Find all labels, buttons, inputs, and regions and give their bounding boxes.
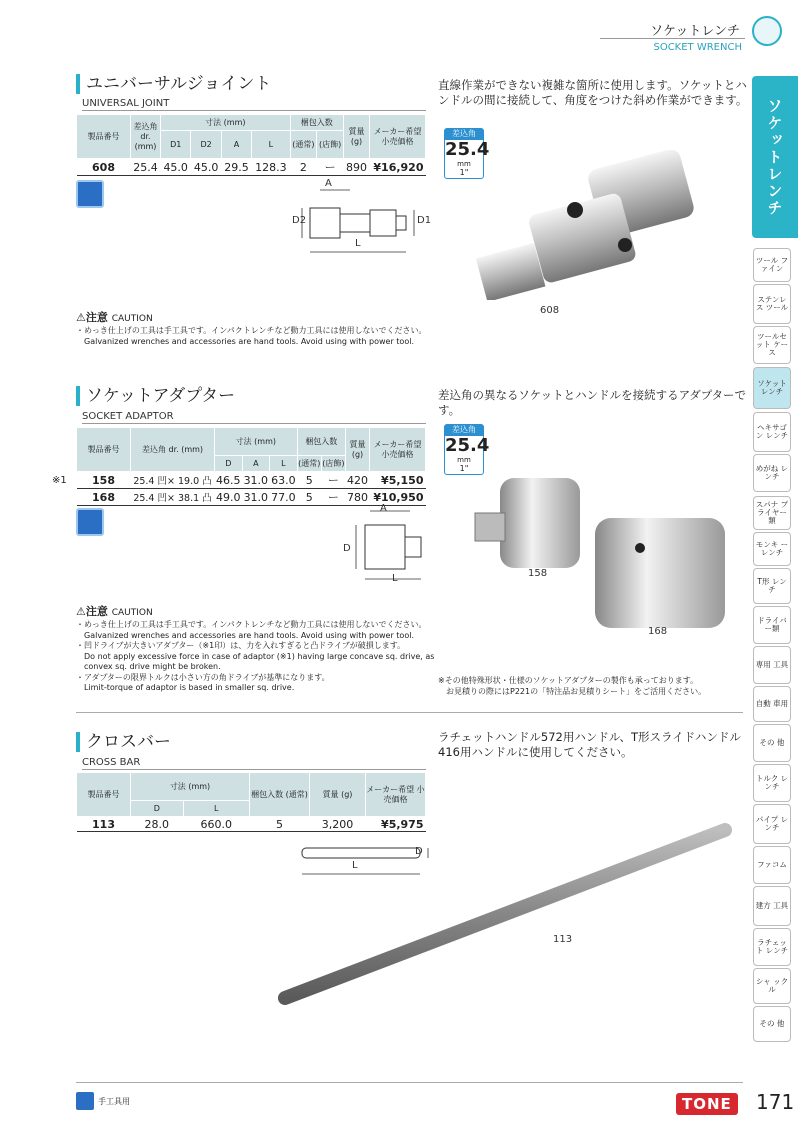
dim-l-label: L (352, 860, 358, 871)
badge-inch: 1" (459, 168, 469, 177)
cell-l: 77.0 (271, 490, 296, 504)
crossbar-photo-label: 113 (553, 934, 573, 945)
adaptor-spec-table (76, 427, 426, 506)
side-tab-item[interactable]: トルク レンチ (753, 764, 791, 802)
cell-code: 113 (77, 817, 131, 832)
table-row (77, 159, 426, 176)
th-a: A (221, 131, 251, 159)
cell-code: 168 (77, 489, 131, 506)
section-divider (76, 712, 743, 713)
caution-line-7: Limit-torque of adaptor is based in smaller sq. drive. (84, 683, 295, 692)
adaptor-note (438, 675, 706, 697)
cell-shop: ー (321, 472, 345, 489)
th-d: D (215, 456, 243, 472)
adaptor-dimension-drawing (340, 505, 440, 585)
side-tab-item[interactable]: 専用 工具 (753, 646, 791, 684)
adaptor-photo (465, 468, 745, 638)
side-tab-item[interactable]: その 他 (753, 724, 791, 762)
socket-logo-icon (752, 16, 782, 46)
cell-l: 128.3 (252, 159, 290, 176)
cell-l: 63.0 (271, 473, 296, 487)
crossbar-description: ラチェットハンドル572用ハンドル、T形スライドハンドル416用ハンドルに使用してください。 (438, 730, 741, 759)
side-tab-item[interactable]: ヘキサゴン レンチ (753, 412, 791, 452)
badge-inch: 1" (459, 464, 469, 473)
th-d: D (131, 801, 184, 817)
side-tab-item[interactable]: めがね レンチ (753, 454, 791, 492)
badge-unit: mm (457, 160, 471, 168)
side-tab-item[interactable]: ファコム (753, 846, 791, 884)
dim-d-label: D (343, 543, 351, 554)
adaptor-title: ソケットアダプター (76, 386, 235, 406)
cell-d: 28.0 (131, 817, 184, 832)
th-d1: D1 (161, 131, 191, 159)
dim-d2-label: D2 (292, 215, 307, 226)
footer-rule (76, 1082, 743, 1083)
caution-line-6: ・アダプターの限界トルクは小さい方の角ドライブが基準になります。 (76, 672, 330, 682)
th-price: メーカー希望 小売価格 (370, 115, 426, 159)
cell-code: 608 (77, 159, 131, 176)
th-l: L (270, 456, 298, 472)
badge-label: 差込角 (444, 128, 484, 139)
cell-d: 46.5 (216, 473, 241, 487)
universal-spec-table (76, 114, 426, 176)
footer-hand-icon (76, 1092, 94, 1110)
cell-pack: 5 (250, 817, 310, 832)
warning-icon: ⚠ (76, 311, 86, 324)
side-tab-item[interactable]: ステンレス ツール (753, 284, 791, 324)
cell-d1: 45.0 (161, 159, 191, 176)
cell-mass: 780 (347, 490, 368, 504)
cell-a: 31.0 (243, 490, 269, 504)
th-dim: 寸法 (mm) (161, 115, 291, 131)
side-tab-item[interactable]: ラチェット レンチ (753, 928, 791, 966)
side-tab-item[interactable]: ドライバー類 (753, 606, 791, 644)
side-tab-item[interactable]: パイプ レンチ (753, 804, 791, 844)
side-tab-item[interactable]: スパナ プライヤー類 (753, 496, 791, 530)
dim-l-label: L (392, 573, 398, 584)
crossbar-title: クロスバー (76, 732, 171, 752)
cell-d2: 45.0 (191, 159, 221, 176)
dim-d-label: D (415, 846, 423, 857)
th-mass: 質量 (g) (310, 773, 366, 817)
th-code: 製品番号 (77, 428, 131, 472)
caution-line-3: ・凹ドライブが大きいアダプター（※1印）は、力を入れすぎると凸ドライブが破損します。 (76, 641, 406, 650)
side-tab-item[interactable]: 建方 工具 (753, 886, 791, 926)
adaptor-photo-label-168: 168 (648, 626, 668, 637)
adaptor-mark: ※1 (52, 475, 67, 486)
crossbar-photo (270, 820, 740, 1020)
adaptor-description: 差込角の異なるソケットとハンドルを接続するアダプターです。 (438, 388, 746, 417)
dim-a-label: A (380, 503, 387, 514)
crossbar-subtitle: CROSS BAR (82, 756, 426, 770)
dim-d1-label: D1 (417, 215, 432, 226)
cell-l: 660.0 (183, 817, 249, 832)
hand-tool-icon (76, 508, 104, 536)
header-rule (600, 38, 745, 39)
cell-drive: 25.4 凹× 38.1 凸 (131, 489, 215, 506)
side-tab-item[interactable]: ツール ファイン (753, 248, 791, 282)
note-line-2: お見積りの際にはP221の「特注品お見積りシート」をご活用ください。 (446, 687, 707, 696)
universal-title: ユニバーサルジョイント (76, 74, 271, 94)
page-number: 171 (756, 1090, 795, 1114)
adaptor-subtitle: SOCKET ADAPTOR (82, 410, 426, 424)
header-title-en: SOCKET WRENCH (653, 42, 742, 53)
brand-logo: TONE (676, 1093, 738, 1115)
cell-normal: 5 (297, 489, 321, 506)
caution-line-1: ・めっき仕上げの工具は手工具です。インパクトレンチなど動力工具には使用しないでください。 (76, 326, 427, 335)
th-pack: 梱包入数 (297, 428, 345, 456)
th-l: L (183, 801, 249, 817)
th-code: 製品番号 (77, 773, 131, 817)
note-line-1: ※その他特殊形状・仕様のソケットアダプターの製作も承っております。 (438, 676, 699, 685)
th-shop: (店飾) (317, 131, 344, 159)
caution-title: 注意 (85, 311, 108, 324)
universal-joint-photo (475, 150, 700, 300)
th-drive: 差込角 dr. (mm) (131, 115, 161, 159)
cell-mass: 420 (347, 473, 368, 487)
badge-value: 25.4 (445, 139, 490, 160)
caution-line-1: ・めっき仕上げの工具は手工具です。インパクトレンチなど動力工具には使用しないでください。 (76, 620, 427, 629)
side-tab-item[interactable]: T形 レンチ (753, 568, 791, 604)
caution-line-2: Galvanized wrenches and accessories are hand tools. Avoid using with power tool. (84, 630, 414, 640)
th-normal: (通常) (290, 131, 317, 159)
th-pack: 梱包入数 (通常) (250, 773, 310, 817)
badge-value: 25.4 (445, 435, 490, 456)
header-title-jp: ソケットレンチ (650, 24, 740, 39)
cell-d: 49.0 (216, 490, 241, 504)
th-d2: D2 (191, 131, 221, 159)
side-tab-item[interactable]: 自動 車用 (753, 686, 791, 722)
th-price: メーカー希望 小売価格 (370, 428, 426, 472)
cell-mass: 3,200 (310, 817, 366, 832)
universal-subtitle: UNIVERSAL JOINT (82, 97, 426, 111)
cell-normal: 5 (297, 472, 321, 489)
cell-shop: ー (317, 159, 344, 176)
th-mass: 質量 (g) (346, 428, 370, 472)
th-shop: (店飾) (321, 456, 345, 472)
adaptor-photo-label-158: 158 (528, 568, 548, 579)
th-a: A (242, 456, 270, 472)
cell-price: ¥5,150 (370, 472, 426, 489)
cell-shop: ー (321, 489, 345, 506)
adaptor-caution (76, 605, 436, 694)
cell-a: 29.5 (221, 159, 251, 176)
th-price: メーカー希望 小売価格 (366, 773, 426, 817)
caution-en: CAUTION (111, 608, 153, 618)
caution-title: 注意 (85, 605, 108, 618)
side-tab-item[interactable]: ツールセット ケース (753, 326, 791, 364)
warning-icon: ⚠ (76, 605, 86, 618)
side-tab-item[interactable]: ソケット レンチ (753, 367, 791, 409)
hand-tool-icon (76, 180, 104, 208)
side-tab-item[interactable]: シャ ックル (753, 968, 791, 1004)
table-row (77, 489, 426, 506)
table-row (77, 472, 426, 489)
cell-a: 31.0 (243, 473, 269, 487)
cell-code: 158 (77, 472, 131, 489)
universal-photo-label: 608 (540, 305, 560, 316)
th-mass: 質量 (g) (344, 115, 370, 159)
cell-normal: 2 (290, 159, 317, 176)
universal-description: 直線作業ができない複雑な箇所に使用します。ソケットとハンドルの間に接続して、角度をつけた斜め作業ができます。 (438, 78, 748, 107)
cell-mass: 890 (344, 159, 370, 176)
side-tab-item[interactable]: モンキ ーレンチ (753, 532, 791, 566)
dim-a-label: A (325, 178, 332, 189)
caution-line-4: Do not apply excessive force in case of adaptor (※1) having large concave sq. drive, as (84, 651, 435, 661)
th-l: L (252, 131, 290, 159)
side-tab-main[interactable]: ソケットレンチ (752, 76, 798, 238)
th-dim: 寸法 (mm) (131, 773, 250, 801)
badge-label: 差込角 (444, 424, 484, 435)
footer-hand-label: 手工具用 (98, 1097, 130, 1106)
th-normal: (通常) (297, 456, 321, 472)
caution-en: CAUTION (111, 314, 153, 324)
side-tab-item[interactable]: その 他 (753, 1006, 791, 1042)
th-drive: 差込角 dr. (mm) (131, 428, 215, 472)
caution-line-2: Galvanized wrenches and accessories are hand tools. Avoid using with power tool. (84, 336, 414, 346)
badge-unit: mm (457, 456, 471, 464)
th-pack: 梱包入数 (290, 115, 343, 131)
universal-caution (76, 311, 436, 347)
cell-drive: 25.4 (131, 159, 161, 176)
th-code: 製品番号 (77, 115, 131, 159)
cell-drive: 25.4 凹× 19.0 凸 (131, 472, 215, 489)
th-dim: 寸法 (mm) (215, 428, 298, 456)
cell-price: ¥16,920 (370, 159, 426, 176)
dim-l-label: L (355, 238, 361, 249)
caution-line-5: convex sq. drive might be broken. (84, 662, 221, 671)
cell-price: ¥10,950 (370, 489, 426, 506)
cell-price: ¥5,975 (366, 817, 426, 832)
